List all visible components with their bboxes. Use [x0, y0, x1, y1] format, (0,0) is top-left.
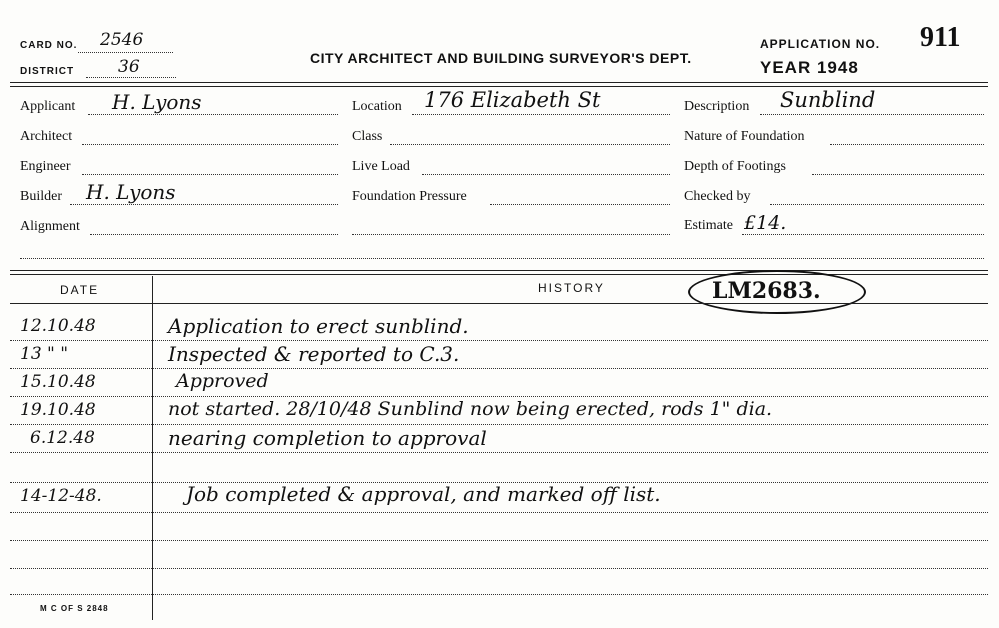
entry-date: 15.10.48 [20, 372, 96, 392]
row-line-5 [10, 452, 988, 453]
class-label: Class [352, 129, 383, 144]
card-no-label: CARD NO. [20, 40, 78, 51]
department-title: CITY ARCHITECT AND BUILDING SURVEYOR'S DEPT. [310, 50, 692, 66]
row-line-7 [10, 512, 988, 513]
estimate-line [742, 234, 984, 235]
column2-blank-line [352, 234, 670, 235]
estimate-label: Estimate [684, 218, 733, 233]
location-label: Location [352, 99, 402, 114]
history-column-header: HISTORY [538, 281, 605, 295]
entry-date: 13 " " [20, 344, 69, 364]
description-line [760, 114, 984, 115]
entry-text: Job completed & approval, and marked off list. [186, 482, 661, 506]
builder-value: H. Lyons [86, 180, 176, 204]
foundation-pressure-line [490, 204, 670, 205]
live-load-line [422, 174, 670, 175]
card-no-value: 2546 [100, 30, 144, 50]
location-value: 176 Elizabeth St [424, 88, 601, 112]
depth-of-footings-label: Depth of Footings [684, 159, 786, 174]
estimate-value: £14. [744, 212, 787, 234]
history-header-rule [10, 303, 988, 304]
description-label: Description [684, 99, 750, 114]
row-line-4 [10, 424, 988, 425]
date-column-header: DATE [60, 283, 100, 297]
entry-date: 19.10.48 [20, 400, 96, 420]
engineer-line [82, 174, 338, 175]
row-line-2 [10, 368, 988, 369]
form-code: M C OF S 2848 [40, 604, 109, 613]
header-rule-bottom [10, 86, 988, 87]
foundation-pressure-label: Foundation Pressure [352, 189, 467, 204]
location-line [412, 114, 670, 115]
applicant-value: H. Lyons [112, 90, 202, 114]
district-line [86, 77, 176, 78]
header-rule-top [10, 82, 988, 83]
entry-date: 12.10.48 [20, 316, 96, 336]
district-label: DISTRICT [20, 66, 75, 77]
live-load-label: Live Load [352, 159, 410, 174]
applicant-label: Applicant [20, 99, 76, 114]
application-no-value: 911 [920, 22, 961, 53]
fields-bottom-line [20, 258, 984, 259]
district-value: 36 [118, 57, 140, 77]
entry-text: Application to erect sunblind. [168, 314, 469, 338]
row-line-3 [10, 396, 988, 397]
entry-text: Inspected & reported to C.3. [168, 342, 460, 366]
alignment-line [90, 234, 338, 235]
nature-of-foundation-line [830, 144, 984, 145]
entry-text: nearing completion to approval [168, 426, 487, 450]
checked-by-line [770, 204, 984, 205]
history-rule-top-2 [10, 274, 988, 275]
row-line-10 [10, 594, 988, 595]
checked-by-label: Checked by [684, 189, 751, 204]
applicant-line [88, 114, 338, 115]
nature-of-foundation-label: Nature of Foundation [684, 129, 805, 144]
row-line-9 [10, 568, 988, 569]
card-no-line [78, 52, 173, 53]
year-label: YEAR 1948 [760, 58, 859, 77]
application-no-label: APPLICATION NO. [760, 37, 881, 51]
depth-of-footings-line [812, 174, 984, 175]
description-value: Sunblind [780, 88, 876, 112]
row-line-1 [10, 340, 988, 341]
engineer-label: Engineer [20, 159, 71, 174]
lm-stamp-text: LM2683. [712, 278, 821, 304]
entry-date: 14-12-48. [20, 486, 102, 506]
entry-date: 6.12.48 [30, 428, 95, 448]
entry-text: not started. 28/10/48 Sunblind now being erected, rods 1" dia. [168, 398, 773, 420]
history-rule-top [10, 270, 988, 271]
architect-line [82, 144, 338, 145]
alignment-label: Alignment [20, 219, 80, 234]
class-line [390, 144, 670, 145]
row-line-8 [10, 540, 988, 541]
entry-text: Approved [176, 370, 269, 392]
builder-line [70, 204, 338, 205]
builder-label: Builder [20, 189, 62, 204]
architect-label: Architect [20, 129, 73, 144]
